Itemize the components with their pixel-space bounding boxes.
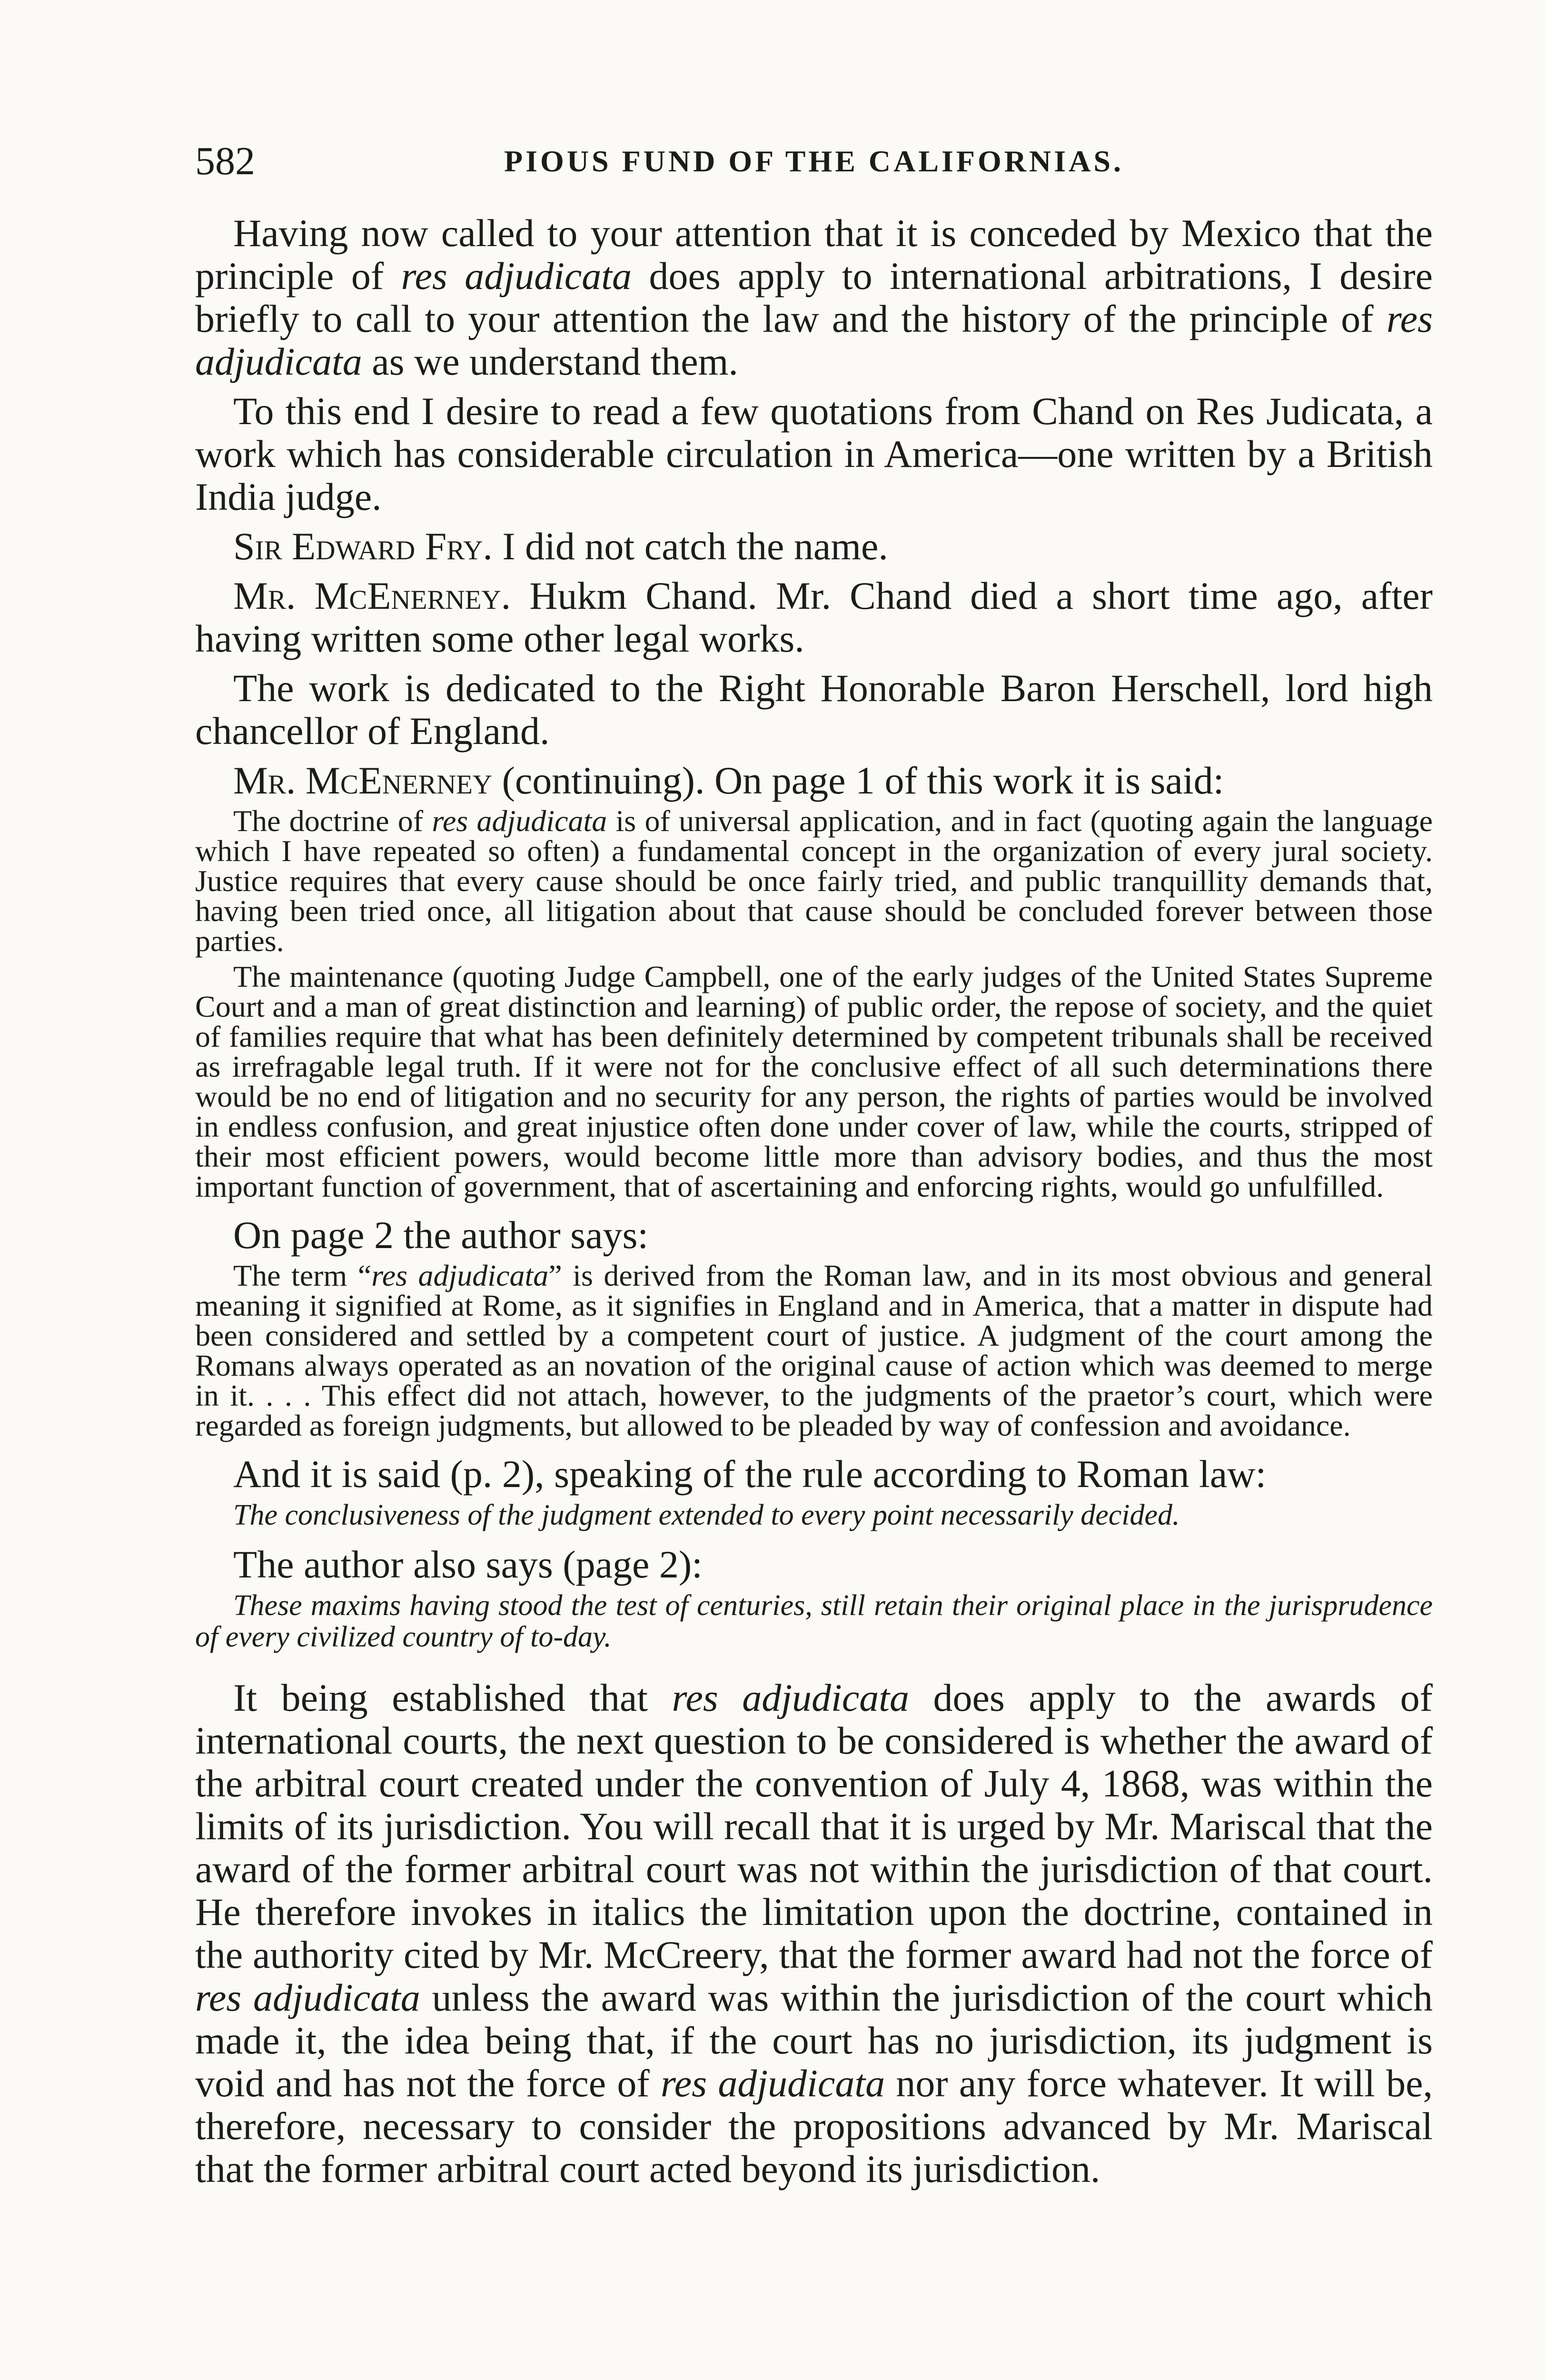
block-quote-2: The maintenance (quoting Judge Campbell, one of the early judges of the United States Supreme Court and a man of great distinction and learning) of public order, the repose of society, and the quiet of families require that what has been definitely determined by competent tribunals shall be received as irrefragable legal truth. If it were not for the conclusive effect of all such determinations there would be no end of litigation and no security for any person, the rights of parties would be involved in endless confusion, and great injustice often done under cover of law, while the courts, stripped of their most efficient powers, would become little more than advisory bodies, and thus the most important function of government, that of ascertaining and enforcing rights, would go unfulfilled. [195,960,1433,1203]
italic-term: res adjudicata [672,1676,910,1719]
paragraph-mcenerney-2 [195,759,1433,802]
speaker-name: Mr. McEnerney [233,759,493,802]
italic-term: res adjudicata [371,1259,549,1292]
paragraph-chand: To this end I desire to read a few quotations from Chand on Res Judicata, a work which has considerable circulation in America—one written by a British India judge. [195,389,1433,518]
page-header [195,138,1433,190]
paragraph-intro [195,212,1433,383]
paragraph-mcenerney-1 [195,575,1433,660]
text-run: is of universal application, and in fact (quoting again the language which I have repeated so often) a fundamental concept in the organization of every jural society. Justice requires that every cause should be once fairly tried, and public tranquillity demands that, having been tried once, all litigation about that cause should be concluded forever between those parties. [195,804,1433,958]
paragraph-roman-law: And it is said (p. 2), speaking of the rule according to Roman law: [233,1452,1267,1496]
block-quote-3 [195,1260,1433,1440]
paragraph-fry [195,525,1433,568]
speaker-name: Mr. McEnerney. [233,574,511,617]
speaker-name: Sir Edward Fry. [233,525,493,568]
italic-term: res adjudicata [660,2062,885,2105]
text-run: The doctrine of [233,804,432,838]
block-quote-1 [195,806,1433,956]
block-quote-5: These maxims having stood the test of centuries, still retain their original place in the jurisprudence of every civilized country of to-day. [195,1589,1433,1653]
paragraph-jurisdiction [195,1676,1433,2191]
text-run: Hukm Chand. Mr. Chand died a short time ago, after having written some other legal works. [195,574,1433,660]
text-run: as we understand them. [362,340,738,383]
italic-term: res adjudicata [401,254,632,298]
text-run: does apply to the awards of international courts, the next question to be considered is whether the award of the arbitral court created under the convention of July 4, 1868, was within the limits of its jurisdiction. You will recall that it is urged by Mr. Mariscal that the award of the former arbitral court was not within the jurisdiction of that court. He therefore invokes in italics the limitation upon the doctrine, contained in the authority cited by Mr. McCreery, that the former award had not the force of [195,1676,1433,1976]
text-run: It being established that [233,1676,672,1719]
text-run: The term “ [233,1259,372,1292]
page-number: 582 [195,139,255,183]
text-run: I did not catch the name. [492,525,888,568]
running-title: PIOUS FUND OF THE CALIFORNIAS. [504,144,1124,178]
paragraph-page-2: On page 2 the author says: [233,1213,649,1257]
paragraph-dedication: The work is dedicated to the Right Honorable Baron Herschell, lord high chancellor of England. [195,666,1433,753]
italic-term: res adjudicata [195,297,1433,383]
italic-term: res adjudicata [195,1976,420,2019]
paragraph-author-says: The author also says (page 2): [233,1543,703,1586]
text-run: Having now called to your attention that it is conceded by Mexico that the principle of [195,211,1433,298]
text-run: does apply to international arbitrations, I desire briefly to call to your attention the law and the history of the principle of [195,254,1433,340]
italic-term: res adjudicata [432,804,607,838]
block-quote-4: The conclusiveness of the judgment extended to every point necessarily decided. [233,1499,1180,1531]
text-run: nor any force whatever. It will be, therefore, necessary to consider the propositions advanced by Mr. Mariscal that the former arbitral court acted beyond its jurisdiction. [195,2062,1433,2191]
text-run: unless the award was within the jurisdiction of the court which made it, the idea being that, if the court has no jurisdiction, its judgment is void and has not the force of [195,1976,1433,2105]
body-text [195,212,1433,2191]
text-run: ” is derived from the Roman law, and in its most obvious and general meaning it signified at Rome, as it signifies in England and in America, that a matter in dispute had been considered and settled by a competent court of justice. A judgment of the court among the Romans always operated as an novation of the original cause of action which was deemed to merge in it. . . . This effect did not attach, however, to the judgments of the praetor’s court, which were regarded as foreign judgments, but allowed to be pleaded by way of confession and avoidance. [195,1259,1433,1442]
text-run: (continuing). On page 1 of this work it is said: [492,759,1224,802]
